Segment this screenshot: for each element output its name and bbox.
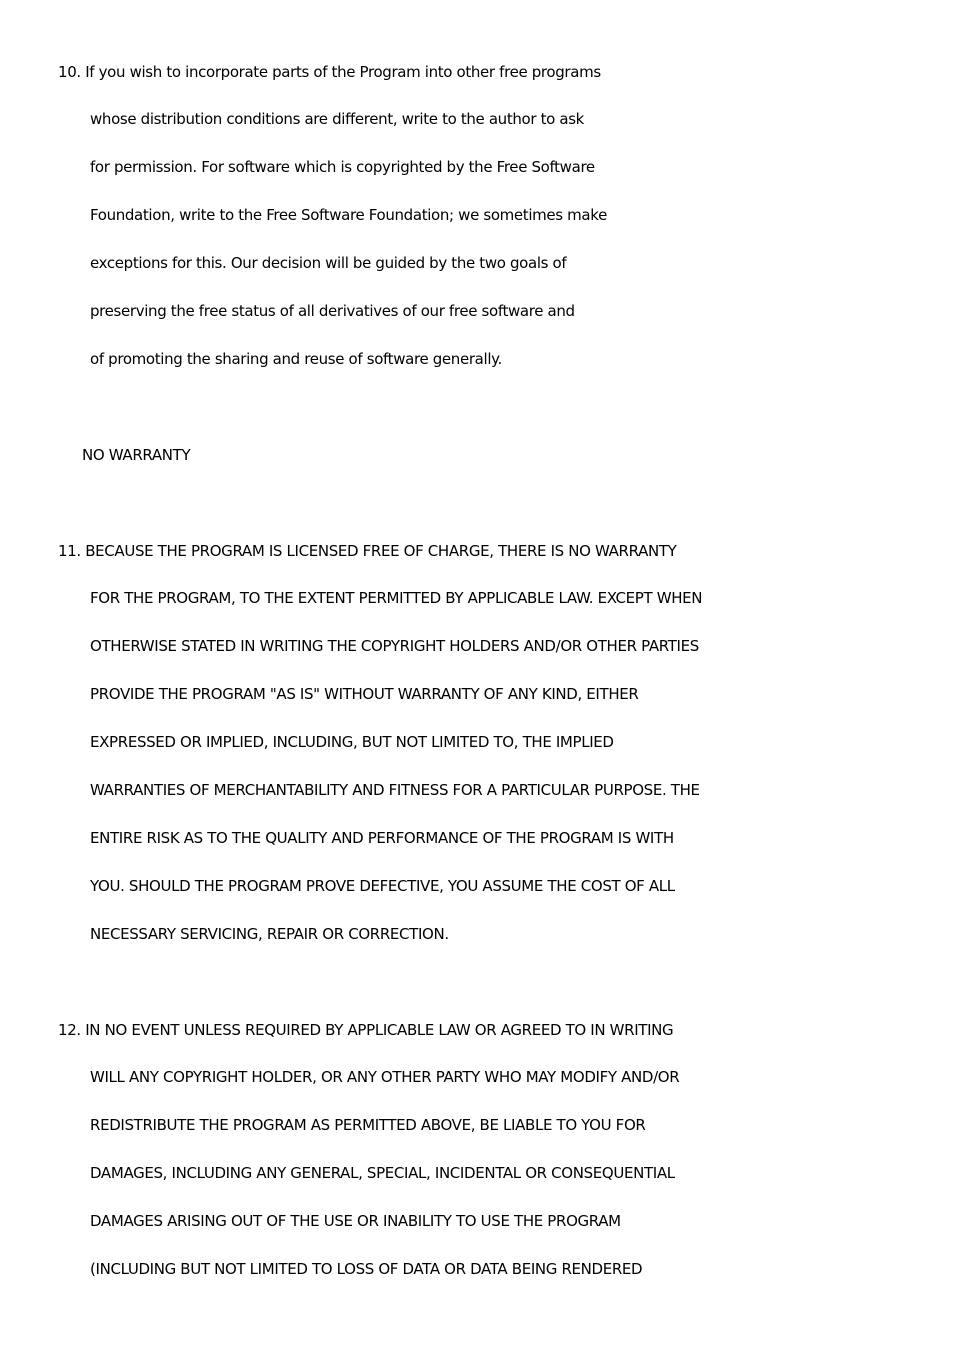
section-12-line-6: (INCLUDING BUT NOT LIMITED TO LOSS OF DATA OR DATA BEING RENDERED — [90, 1260, 643, 1278]
section-12-line-3: REDISTRIBUTE THE PROGRAM AS PERMITTED ABOVE, BE LIABLE TO YOU FOR — [90, 1116, 646, 1134]
section-10-line-7: of promoting the sharing and reuse of software generally. — [90, 350, 502, 368]
section-10-line-6: preserving the free status of all derivatives of our free software and — [90, 302, 575, 320]
section-11-line-2: FOR THE PROGRAM, TO THE EXTENT PERMITTED BY APPLICABLE LAW. EXCEPT WHEN — [90, 589, 703, 607]
section-10-line-4: Foundation, write to the Free Software Foundation; we sometimes make — [90, 206, 607, 224]
section-12-line-2: WILL ANY COPYRIGHT HOLDER, OR ANY OTHER PARTY WHO MAY MODIFY AND/OR — [90, 1068, 680, 1086]
section-11-line-5: EXPRESSED OR IMPLIED, INCLUDING, BUT NOT LIMITED TO, THE IMPLIED — [90, 733, 614, 751]
section-10-line-5: exceptions for this. Our decision will be guided by the two goals of — [90, 254, 567, 272]
section-10-line-2: whose distribution conditions are different, write to the author to ask — [90, 110, 585, 128]
section-11-line-7: ENTIRE RISK AS TO THE QUALITY AND PERFORMANCE OF THE PROGRAM IS WITH — [90, 829, 674, 847]
section-11-line-8: YOU. SHOULD THE PROGRAM PROVE DEFECTIVE, YOU ASSUME THE COST OF ALL — [90, 877, 675, 895]
no-warranty-heading: NO WARRANTY — [82, 446, 191, 464]
section-10-line-1: 10. If you wish to incorporate parts of the Program into other free programs — [58, 63, 601, 81]
section-10-line-3: for permission. For software which is copyrighted by the Free Software — [90, 158, 595, 176]
section-11-line-6: WARRANTIES OF MERCHANTABILITY AND FITNESS FOR A PARTICULAR PURPOSE. THE — [90, 781, 700, 799]
section-11-line-9: NECESSARY SERVICING, REPAIR OR CORRECTION. — [90, 925, 449, 943]
section-12-line-4: DAMAGES, INCLUDING ANY GENERAL, SPECIAL, INCIDENTAL OR CONSEQUENTIAL — [90, 1164, 675, 1182]
section-12-line-1: 12. IN NO EVENT UNLESS REQUIRED BY APPLICABLE LAW OR AGREED TO IN WRITING — [58, 1021, 674, 1039]
section-11-line-1: 11. BECAUSE THE PROGRAM IS LICENSED FREE OF CHARGE, THERE IS NO WARRANTY — [58, 542, 677, 560]
section-12-line-5: DAMAGES ARISING OUT OF THE USE OR INABILITY TO USE THE PROGRAM — [90, 1212, 621, 1230]
section-11-line-3: OTHERWISE STATED IN WRITING THE COPYRIGHT HOLDERS AND/OR OTHER PARTIES — [90, 637, 699, 655]
section-11-line-4: PROVIDE THE PROGRAM "AS IS" WITHOUT WARRANTY OF ANY KIND, EITHER — [90, 685, 639, 703]
